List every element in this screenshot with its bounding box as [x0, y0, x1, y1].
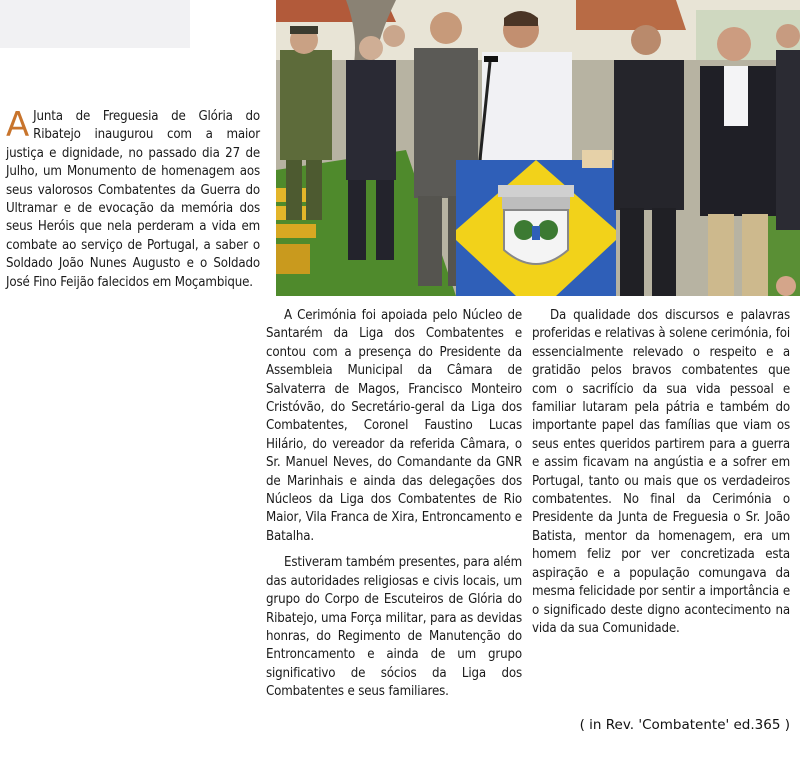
right-paragraph-1: Da qualidade dos discursos e palavras proferidas e relativas à solene cerimónia, foi essencialmente relevado o respeito e a gratidão pelos bravos combatentes que com o sacrifício da sua vida pessoal e familiar lutaram pela pátria e também do importante papel das famílias que viam os seus entes queridos partirem para a guerra e assim ficavam na angústia e a sofrer em Portugal, tanto ou mais que os verdadeiros combatentes. No final da Cerimónia o Presidente da Junta de Freguesia o Sr. João Batista, mentor da homenagem, era um homem feliz por ver concretizada esta aspiração e a população comungava da mesma felicidade por sentir a importância e o significado deste digno acontecimento na vida da sua Comunidade.	[532, 308, 790, 636]
middle-column	[266, 307, 522, 710]
intro-paragraph	[6, 105, 260, 292]
source-citation: ( in Rev. 'Combatente' ed.365 )	[579, 717, 790, 733]
drop-cap: A	[6, 105, 30, 145]
ceremony-photo	[276, 0, 800, 296]
middle-paragraph-2: Estiveram também presentes, para além das autoridades religiosas e civis locais, um grupo do Corpo de Escuteiros de Glória do Ribatejo, uma Força militar, para as devidas honras, do Regimento de Manutenção do Entroncamento e ainda de um grupo significativo de sócios da Liga dos Combatentes e seus familiares.	[266, 555, 522, 700]
ceremony-photo-illustration	[276, 0, 800, 296]
intro-column	[6, 105, 260, 300]
right-column	[532, 307, 790, 646]
top-blank-strip	[0, 0, 190, 48]
intro-text: Junta de Freguesia de Glória do Ribatejo inaugurou com a maior justiça e dignidade, no passado dia 27 de Julho, um Monumento de homenagem aos seus valorosos Combatentes da Guerra do Ultramar e de evocação da memória dos seus Heróis que nela perderam a vida em combate ao serviço de Portugal, a saber o Soldado João Nunes Augusto e o Soldado José Fino Feijão falecidos em Moçambique.	[6, 109, 260, 290]
middle-paragraph-1: A Cerimónia foi apoiada pelo Núcleo de Santarém da Liga dos Combatentes e contou com a presença do Presidente da Assembleia Municipal da Câmara de Salvaterra de Magos, Francisco Monteiro Cristóvão, do Secretário-geral da Liga dos Combatentes, Coronel Faustino Lucas Hilário, do vereador da referida Câmara, o Sr. Manuel Neves, do Comandante da GNR de Marinhais e ainda das delegações dos Núcleos da Liga dos Combatentes de Rio Maior, Vila Franca de Xira, Entroncamento e Batalha.	[266, 308, 522, 544]
